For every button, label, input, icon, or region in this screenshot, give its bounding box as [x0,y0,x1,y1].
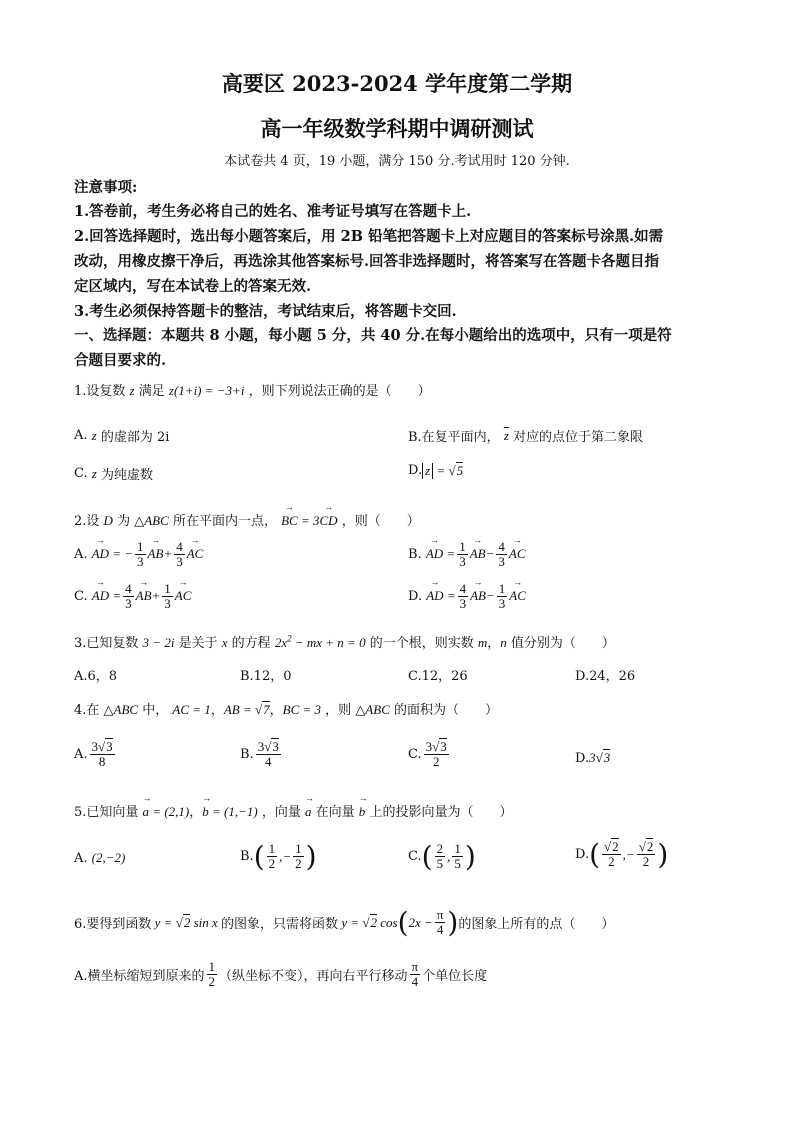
q5-option-c: C. ( $\frac{2}{5}$ , $\frac{1}{5}$ ) [408,840,476,873]
question-3: 3.已知复数 3 − 2i 是关于 x 的方程 $2x^2$ − mx + n = 0 的一个根，则实数 m，n 值分别为（ ） [74,633,615,651]
q2-option-b: B. → AD = $\frac{1}{3}$ → AB − $\frac{4}{3}$ → AC [408,540,526,568]
q2-option-a: A. → AD = − $\frac{1}{3}$ → AB + $\frac{4}{3}$ → AC [74,540,203,568]
question-2: 2.设 D 为 △ABC 所在平面内一点， → BC = 3→ CD ，则（ ） [74,510,420,529]
q1-option-c: C. z 为纯虚数 [74,465,153,483]
q2-option-d: D. → AD = $\frac{4}{3}$ → AB − $\frac{1}{3}$ → AC [408,582,526,610]
q4-option-c: C. $\frac{3√3}{2}$ [408,739,447,769]
q5-option-b: B. ( $\frac{1}{2}$ ,− $\frac{1}{2}$ ) [240,840,317,873]
question-1: 1.设复数 z 满足 z(1+i) = −3+i ，则下列说法正确的是（ ） [74,383,431,399]
note-item-2-line2: 改动，用橡皮擦干净后，再选涂其他答案标号.回答非选择题时，将答案写在答题卡各题目指 [74,253,660,270]
q1-option-b: B.在复平面内， $\overline{z}$ 对应的点位于第二象限 [408,427,644,445]
q6-option-a: A.横坐标缩短到原来的 $\frac{1}{2}$ （纵坐标不变），再向右平行移动 $\frac{\pi}{4}$ 个单位长度 [74,959,488,989]
q1-mid: 满足 [138,384,165,399]
note-item-2-line3: 定区域内，写在本试卷上的答案无效. [74,278,312,295]
q2-option-c: C. → AD = $\frac{4}{3}$ → AB + $\frac{1}{3}$ → AC [74,582,191,610]
q5-option-a: A. (2,−2) [74,850,126,866]
exam-subtitle: 高一年级数学科期中调研测试 [260,116,534,141]
q3-option-c: C.12，26 [408,669,468,684]
q4-option-a: A. $\frac{3√3}{8}$ [74,739,113,769]
q1-expr: z(1+i) = −3+i [168,383,245,398]
q3-option-d: D.24，26 [575,669,636,684]
note-item-1: 1.答卷前，考生务必将自己的姓名、准考证号填写在答题卡上. [74,203,472,220]
note-item-3: 3.考生必须保持答题卡的整洁，考试结束后，将答题卡交回. [74,303,457,320]
q1-prefix: 1.设复数 [74,384,126,399]
section-heading-line1: 一、选择题：本题共 8 小题，每小题 5 分，共 40 分.在每小题给出的选项中，只有一项是符 [74,327,672,344]
q4-option-b: B. $\frac{3√3}{4}$ [240,739,279,769]
question-4: 4.在 △ABC 中， AC = 1，AB = √7，BC = 3 ，则 △ABC 的面积为（ ） [74,702,499,718]
q3-option-b: B.12，0 [240,669,292,684]
question-5: 5.已知向量 → a = (2,1)，→ b = (1,−1) ，向量 → a 在向量 → b 上的投影向量为（ ） [74,801,512,820]
exam-info: 本试卷共 4 页，19 小题，满分 150 分.考试用时 120 分钟. [224,154,570,169]
question-6: 6.要得到函数 y = √2 sin x 的图象，只需将函数 y = √2 cos ( 2x − $\frac{\pi}{4}$ ) 的图象上所有的点（ ） [74,906,615,939]
exam-title: 高要区 2023-2024 学年度第二学期 [221,71,573,96]
section-heading-line2: 合题目要求的. [74,352,167,369]
q1-suffix: ，则下列说法正确的是（ ） [248,384,431,399]
note-item-2-line1: 2.回答选择题时，选出每小题答案后，用 2B 铅笔把答题卡上对应题目的答案标号涂黑.如需 [74,228,664,245]
q4-option-d: D. 3√3 [575,750,611,766]
q3-option-a: A.6，8 [74,669,118,684]
q1-option-a: A. z 的虚部为 2i [74,427,170,445]
q5-option-d: D. ( $\frac{√2}{2}$ ,− $\frac{√2}{2}$ ) [575,838,669,871]
q1-option-d: D. z = √ 5 [408,462,464,478]
notes-heading: 注意事项: [74,179,138,196]
